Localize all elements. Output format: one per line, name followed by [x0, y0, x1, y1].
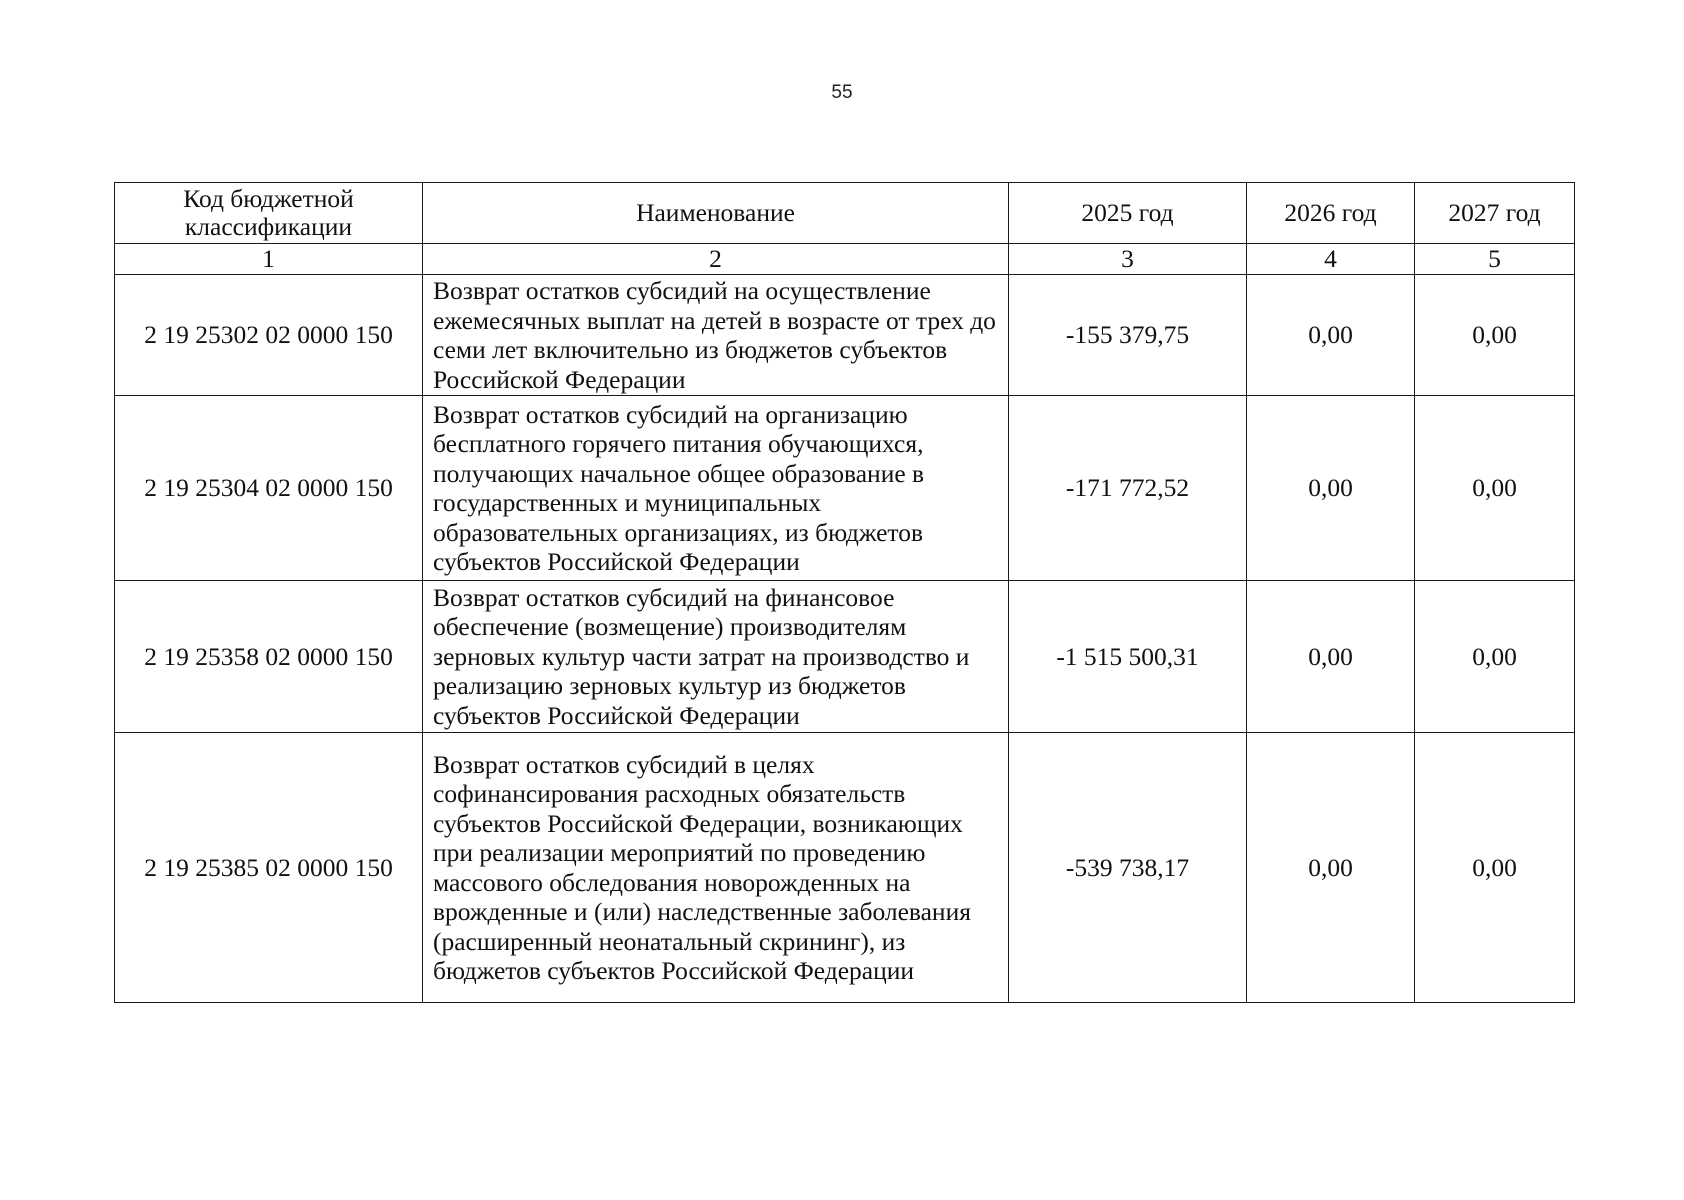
page-number: 55: [831, 82, 853, 103]
amount-2026-cell: 0,00: [1247, 581, 1415, 733]
table-row: [115, 581, 1575, 733]
budget-code-cell: 2 19 25304 02 0000 150: [115, 396, 423, 581]
column-number: 5: [1415, 244, 1575, 275]
amount-2026-cell: 0,00: [1247, 733, 1415, 1003]
header-code: Код бюджетной классификации: [115, 183, 423, 244]
column-number-row: [115, 244, 1575, 275]
table-row: [115, 396, 1575, 581]
amount-2025-cell: -155 379,75: [1009, 275, 1247, 396]
name-cell: Возврат остатков субсидий на осуществление ежемесячных выплат на детей в возрасте от трех до семи лет включительно из бюджетов субъектов Российской Федерации: [423, 275, 1009, 396]
amount-2027-cell: 0,00: [1415, 275, 1575, 396]
header-name: Наименование: [423, 183, 1009, 244]
name-cell: Возврат остатков субсидий на финансовое обеспечение (возмещение) производителям зерновых культур части затрат на производство и реализацию зерновых культур из бюджетов субъектов Российской Федерации: [423, 581, 1009, 733]
amount-2025-cell: -1 515 500,31: [1009, 581, 1247, 733]
header-2026: 2026 год: [1247, 183, 1415, 244]
budget-table: [114, 182, 1575, 1003]
amount-2026-cell: 0,00: [1247, 396, 1415, 581]
table-row: [115, 275, 1575, 396]
amount-2025-cell: -171 772,52: [1009, 396, 1247, 581]
header-2025: 2025 год: [1009, 183, 1247, 244]
amount-2027-cell: 0,00: [1415, 733, 1575, 1003]
header-row: [115, 183, 1575, 244]
amount-2027-cell: 0,00: [1415, 581, 1575, 733]
name-cell: Возврат остатков субсидий на организацию бесплатного горячего питания обучающихся, получающих начальное общее образование в государственных и муниципальных образовательных организациях, из бюджетов субъектов Российской Федерации: [423, 396, 1009, 581]
column-number: 1: [115, 244, 423, 275]
header-2027: 2027 год: [1415, 183, 1575, 244]
amount-2027-cell: 0,00: [1415, 396, 1575, 581]
budget-code-cell: 2 19 25385 02 0000 150: [115, 733, 423, 1003]
name-cell: Возврат остатков субсидий в целях софинансирования расходных обязательств субъектов Российской Федерации, возникающих при реализации мероприятий по проведению массового обследования новорожденных на врожденные и (или) наследственные заболевания (расширенный неонатальный скрининг), из бюджетов субъектов Российской Федерации: [423, 733, 1009, 1003]
column-number: 4: [1247, 244, 1415, 275]
amount-2026-cell: 0,00: [1247, 275, 1415, 396]
budget-code-cell: 2 19 25358 02 0000 150: [115, 581, 423, 733]
column-number: 2: [423, 244, 1009, 275]
table-row: [115, 733, 1575, 1003]
budget-code-cell: 2 19 25302 02 0000 150: [115, 275, 423, 396]
amount-2025-cell: -539 738,17: [1009, 733, 1247, 1003]
column-number: 3: [1009, 244, 1247, 275]
